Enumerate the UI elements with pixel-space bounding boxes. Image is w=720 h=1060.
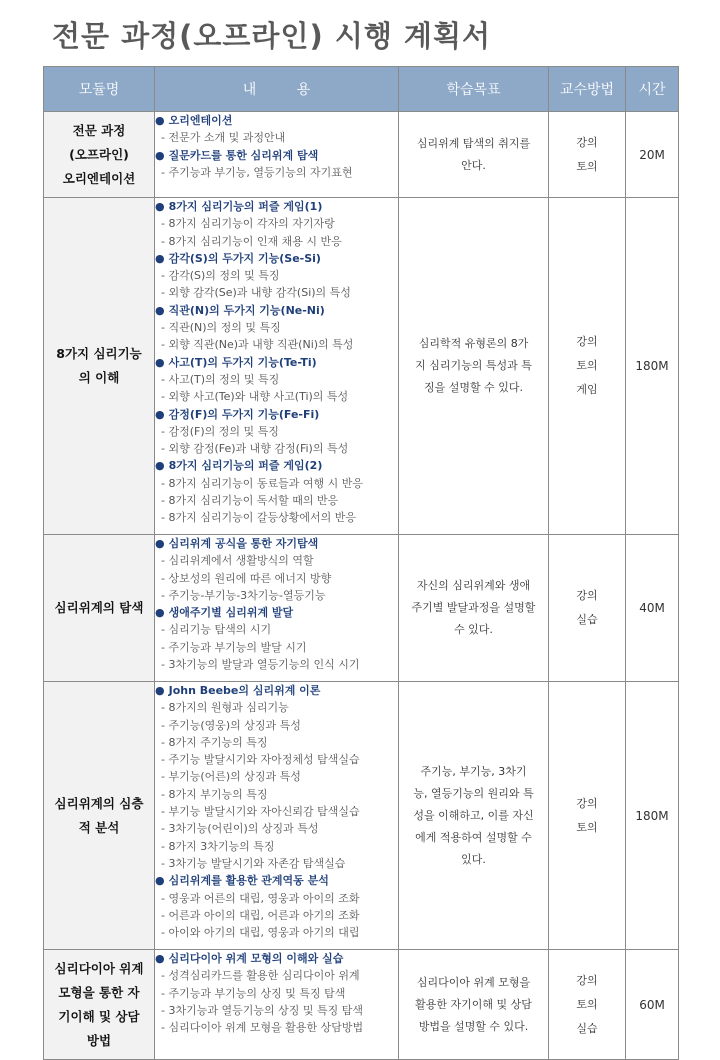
teaching-method-cell: [549, 950, 626, 1060]
content-section-title: [155, 302, 398, 319]
teaching-method-item: 토의: [576, 159, 598, 173]
section-title-text: 생애주기별 심리위계 발달: [168, 606, 294, 620]
content-item: - 성격심리카드를 활용한 심리다이아 위계: [161, 969, 360, 983]
bullet-icon: ●: [155, 407, 165, 421]
content-item: - 3차기능 발달시기와 자존감 탐색실습: [161, 856, 346, 870]
content-item: - 부기능 발달시기와 자아신뢰감 탐색실습: [161, 805, 360, 819]
learning-goal-line: 수 있다.: [454, 623, 493, 636]
bullet-icon: ●: [155, 355, 165, 369]
content-section-title: [155, 250, 398, 267]
plan-table: [43, 66, 679, 1060]
teaching-method-item: 실습: [576, 1021, 598, 1035]
content-item: - 주기능-부기능-3차기능-열등기능: [161, 588, 326, 602]
content-section-title: [155, 112, 398, 129]
teaching-method-item: 게임: [576, 383, 598, 396]
content-item: - 외향 감정(Fe)과 내향 감정(Fi)의 특성: [161, 442, 349, 456]
content-section-title: [155, 872, 398, 889]
page-title: 전문 과정(오프라인) 시행 계획서: [52, 19, 491, 53]
module-name-cell: [44, 198, 155, 535]
teaching-method-cell: [549, 682, 626, 950]
content-item: - 8가지 심리기능이 각자의 자기자랑: [161, 217, 335, 231]
content-item: - 전문가 소개 및 과정안내: [161, 131, 286, 145]
content-section-title: [155, 147, 398, 164]
content-item: - 감정(F)의 정의 및 특징: [161, 424, 279, 438]
table-row: [44, 950, 679, 1060]
content-item: - 8가지 주기능의 특징: [161, 735, 268, 749]
section-title-text: John Beebe의 심리위계 이론: [168, 684, 321, 697]
learning-goal-line: 주기능, 부기능, 3차기: [420, 764, 527, 778]
teaching-method-item: 토의: [576, 359, 598, 372]
table-row: [44, 682, 679, 950]
content-item: - 주기능 발달시기와 자아정체성 탐색실습: [161, 753, 360, 767]
content-item: - 주기능과 부기능의 발달 시기: [161, 640, 307, 654]
section-title-text: 심리위계를 활용한 관계역동 분석: [168, 874, 329, 888]
content-item: - 심리위계에서 생활방식의 역할: [161, 554, 314, 568]
learning-goal-cell: [399, 198, 549, 535]
bullet-icon: ●: [155, 537, 165, 550]
teaching-method-item: 강의: [576, 335, 598, 348]
table-row: [44, 535, 679, 682]
learning-goal-line: 심리다이아 위계 모형을: [416, 975, 531, 989]
module-name-line: 모형을 통한 자: [58, 984, 140, 1000]
section-title-text: 8가지 심리기능의 퍼즐 게임(2): [168, 459, 323, 473]
table-row: [44, 198, 679, 535]
bullet-icon: ●: [155, 148, 165, 162]
content-item: - 어른과 아이의 대립, 어른과 아기의 조화: [161, 908, 360, 922]
module-name-line: 심리위계의 탐색: [54, 600, 144, 615]
header-goal: 학습목표: [399, 67, 549, 112]
table-header-row: [44, 67, 679, 112]
content-item: - 8가지 3차기능의 특징: [161, 839, 275, 853]
teaching-method-cell: [549, 535, 626, 682]
content-item: - 8가지 심리기능이 독서할 때의 반응: [161, 494, 339, 508]
learning-goal-line: 에게 적용하여 설명할 수: [415, 830, 532, 844]
module-name-line: 의 이해: [78, 370, 120, 385]
header-module: 모듈명: [44, 67, 155, 112]
section-title-text: 사고(T)의 두가지 기능(Te-Ti): [168, 355, 317, 369]
module-name-line: 기이해 및 상담: [58, 1008, 140, 1024]
section-title-text: 질문카드를 통한 심리위계 탐색: [168, 148, 319, 162]
content-item: - 주기능과 부기능의 상징 및 특징 탐색: [161, 986, 346, 1000]
teaching-method-item: 토의: [576, 997, 598, 1011]
teaching-method-cell: [549, 198, 626, 535]
section-title-text: 심리위계 공식을 통한 자기탐색: [168, 537, 319, 550]
learning-goal-line: 능, 열등기능의 원리와 특: [413, 786, 534, 800]
content-section-title: [155, 950, 398, 967]
bullet-icon: ●: [155, 952, 165, 965]
content-item: - 주기능(영웅)의 상징과 특성: [161, 718, 301, 732]
module-name-cell: [44, 682, 155, 950]
header-time: 시간: [626, 67, 679, 112]
module-name-line: 오리엔테이션: [62, 170, 136, 186]
content-item: - 외향 감각(Se)과 내향 감각(Si)의 특성: [161, 286, 351, 300]
module-name-line: 적 분석: [78, 819, 120, 835]
section-title-text: 직관(N)의 두가지 기능(Ne-Ni): [168, 303, 325, 317]
teaching-method-item: 강의: [576, 973, 598, 987]
content-item: - 3차기능의 발달과 열등기능의 인식 시기: [161, 658, 360, 672]
content-item: - 외향 직관(Ne)과 내향 직관(Ni)의 특성: [161, 338, 354, 352]
content-item: - 8가지 부기능의 특징: [161, 787, 268, 801]
time-cell: 40M: [626, 535, 679, 682]
content-item: - 직관(N)의 정의 및 특징: [161, 321, 281, 335]
header-content: 내 용: [155, 67, 399, 112]
content-section-title: [155, 535, 398, 552]
content-item: - 주기능과 부기능, 열등기능의 자기표현: [161, 165, 353, 179]
teaching-method-item: 강의: [576, 589, 598, 602]
section-title-text: 심리다이아 위계 모형의 이해와 실습: [168, 952, 344, 965]
content-item: - 심리기능 탐색의 시기: [161, 623, 272, 637]
content-item: - 감각(S)의 정의 및 특징: [161, 269, 280, 283]
learning-goal-cell: [399, 682, 549, 950]
section-title-text: 8가지 심리기능의 퍼즐 게임(1): [168, 200, 323, 213]
module-name-line: 8가지 심리기능: [56, 346, 142, 361]
learning-goal-line: 있다.: [461, 852, 486, 866]
content-item: - 8가지 심리기능이 갈등상황에서의 반응: [161, 511, 356, 525]
content-cell: [155, 535, 399, 682]
content-item: - 외향 사고(Te)와 내향 사고(Ti)의 특성: [161, 390, 349, 404]
content-section-title: [155, 604, 398, 621]
bullet-icon: ●: [155, 303, 165, 317]
content-item: - 아이와 아기의 대립, 영웅과 아기의 대립: [161, 926, 360, 940]
bullet-icon: ●: [155, 459, 165, 473]
teaching-method-item: 강의: [576, 796, 598, 810]
content-section-title: [155, 198, 398, 215]
content-section-title: [155, 354, 398, 371]
teaching-method-item: 실습: [576, 613, 598, 626]
content-item: - 부기능(어른)의 상징과 특성: [161, 770, 301, 784]
content-section-title: [155, 682, 398, 699]
module-name-cell: [44, 535, 155, 682]
learning-goal-line: 자신의 심리위계와 생애: [416, 579, 531, 592]
bullet-icon: ●: [155, 684, 165, 697]
content-cell: [155, 112, 399, 198]
bullet-icon: ●: [155, 874, 165, 888]
content-item: - 심리다이아 위계 모형을 활용한 상담방법: [161, 1021, 364, 1035]
time-cell: 180M: [626, 198, 679, 535]
content-cell: [155, 950, 399, 1060]
learning-goal-line: 심리위계 탐색의 취지를: [416, 136, 531, 150]
bullet-icon: ●: [155, 114, 165, 127]
content-cell: [155, 682, 399, 950]
module-name-line: 심리위계의 심층: [54, 795, 144, 811]
section-title-text: 감각(S)의 두가지 기능(Se-Si): [168, 251, 321, 265]
module-name-cell: [44, 950, 155, 1060]
teaching-method-item: 강의: [576, 135, 598, 149]
bullet-icon: ●: [155, 606, 165, 620]
content-item: - 3차기능(어린이)의 상징과 특성: [161, 822, 319, 836]
bullet-icon: ●: [155, 200, 165, 213]
learning-goal-line: 심리학적 유형론의 8가: [418, 337, 529, 350]
content-cell: [155, 198, 399, 535]
learning-goal-cell: [399, 535, 549, 682]
content-item: - 8가지의 원형과 심리기능: [161, 701, 289, 715]
section-title-text: 오리엔테이션: [168, 114, 233, 127]
module-name-line: (오프라인): [69, 146, 129, 162]
teaching-method-item: 토의: [576, 820, 598, 834]
learning-goal-cell: [399, 950, 549, 1060]
section-title-text: 감정(F)의 두가지 기능(Fe-Fi): [168, 407, 320, 421]
module-name-line: 심리다이아 위계: [54, 960, 144, 976]
table-row: [44, 112, 679, 198]
content-item: - 3차기능과 열등기능의 상징 및 특징 탐색: [161, 1003, 363, 1017]
module-name-line: 방법: [86, 1032, 112, 1048]
content-item: - 영웅과 어른의 대립, 영웅과 아이의 조화: [161, 891, 360, 905]
module-name-cell: [44, 112, 155, 198]
content-item: - 8가지 심리기능이 인재 채용 시 반응: [161, 234, 342, 248]
content-section-title: [155, 457, 398, 474]
learning-goal-cell: [399, 112, 549, 198]
content-item: - 8가지 심리기능이 동료들과 여행 시 반응: [161, 476, 363, 490]
learning-goal-line: 지 심리기능의 특성과 특: [415, 359, 532, 372]
learning-goal-line: 성을 이해하고, 이를 자신: [413, 808, 534, 822]
content-item: - 사고(T)의 정의 및 특징: [161, 372, 280, 386]
learning-goal-line: 안다.: [461, 158, 486, 172]
content-section-title: [155, 406, 398, 423]
bullet-icon: ●: [155, 251, 165, 265]
time-cell: 180M: [626, 682, 679, 950]
learning-goal-line: 주기별 발달과정을 설명할: [411, 601, 536, 614]
content-item: - 상보성의 원리에 따른 에너지 방향: [161, 571, 332, 585]
module-name-line: 전문 과정: [72, 122, 126, 138]
time-cell: 20M: [626, 112, 679, 198]
time-cell: 60M: [626, 950, 679, 1060]
learning-goal-line: 활용한 자기이해 및 상담: [415, 997, 532, 1011]
learning-goal-line: 방법을 설명할 수 있다.: [418, 1019, 529, 1033]
teaching-method-cell: [549, 112, 626, 198]
learning-goal-line: 징을 설명할 수 있다.: [424, 381, 523, 394]
header-method: 교수방법: [549, 67, 626, 112]
